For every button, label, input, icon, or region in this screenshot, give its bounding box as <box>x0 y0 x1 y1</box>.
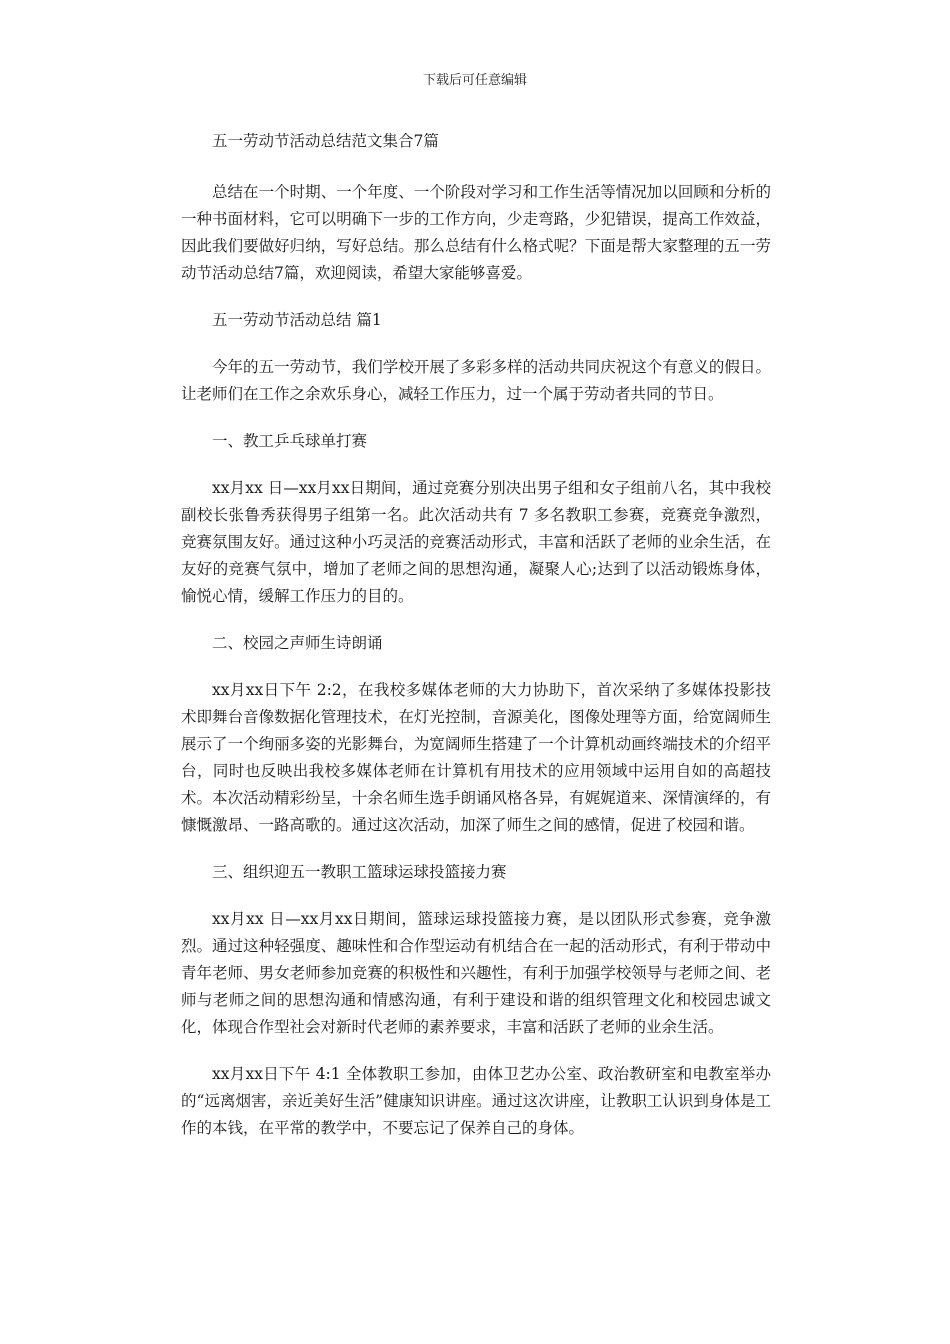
item2-paragraph: xx月xx日下午 2:2，在我校多媒体老师的大力协助下，首次采纳了多媒体投影技术即舞台音像数据化管理技术，在灯光控制，音源美化，图像处理等方面，给宽阔师生展示了一个绚丽多姿的光影舞台，为宽阔师生搭建了一个计算机动画终端技术的介绍平台，同时也反映出我校多媒体老师在计算机有用技术的应用领域中运用自如的高超技术。本次活动精彩纷呈，十余名师生选手朗诵风格各异，有娓娓道来、深情演绎的，有慷慨激昂、一路高歌的。通过这次活动，加深了师生之间的感情，促进了校园和谐。 <box>181 681 771 834</box>
item1-paragraph: xx月xx 日—xx月xx日期间，通过竞赛分别决出男子组和女子组前八名，其中我校副校长张鲁秀获得男子组第一名。此次活动共有 7 多名教职工参赛，竞赛竞争激烈，竞赛氛围友好。通过这种小巧灵活的竞赛活动形式，丰富和活跃了老师的业余生活，在友好的竞赛气氛中，增加了老师之间的思想沟通，凝聚人心;达到了以活动锻炼身体，愉悦心情，缓解工作压力的目的。 <box>181 479 771 605</box>
item3-heading: 三、组织迎五一教职工篮球运球投篮接力赛 <box>212 863 507 881</box>
item3-paragraph: xx月xx 日—xx月xx日期间，篮球运球投篮接力赛，是以团队形式参赛，竞争激烈。通过这种轻强度、趣味性和合作型运动有机结合在一起的活动形式，有利于带动中青年老师、男女老师参加竞赛的积极性和兴趣性，有利于加强学校领导与老师之间、老师与老师之间的思想沟通和情感沟通，有利于建设和谐的组织管理文化和校园忠诚文化，体现合作型社会对新时代老师的素养要求，丰富和活跃了老师的业余生活。 <box>181 910 771 1036</box>
item2-heading: 二、校园之声师生诗朗诵 <box>212 634 383 652</box>
item4-paragraph: xx月xx日下午 4:1 全体教职工参加，由体卫艺办公室、政治教研室和电教室举办的“远离烟害，亲近美好生活”健康知识讲座。通过这次讲座，让教职工认识到身体是工作的本钱，在平常的教学中，不要忘记了保养自己的身体。 <box>181 1065 771 1137</box>
intro-paragraph: 总结在一个时期、一个年度、一个阶段对学习和工作生活等情况加以回顾和分析的一种书面材料，它可以明确下一步的工作方向，少走弯路，少犯错误，提高工作效益，因此我们要做好归纳，写好总结。那么总结有什么格式呢？下面是帮大家整理的五一劳动节活动总结7篇，欢迎阅读，希望大家能够喜爱。 <box>181 183 771 282</box>
section-title: 五一劳动节活动总结 篇1 <box>212 311 382 329</box>
document-body <box>181 128 771 1142</box>
page-header-note: 下载后可任意编辑 <box>422 73 527 88</box>
item1-heading: 一、教工乒乓球单打赛 <box>212 432 368 450</box>
document-title: 五一劳动节活动总结范文集合7篇 <box>212 132 439 150</box>
opening-paragraph: 今年的五一劳动节，我们学校开展了多彩多样的活动共同庆祝这个有意义的假日。让老师们在工作之余欢乐身心，减轻工作压力，过一个属于劳动者共同的节日。 <box>181 358 771 403</box>
